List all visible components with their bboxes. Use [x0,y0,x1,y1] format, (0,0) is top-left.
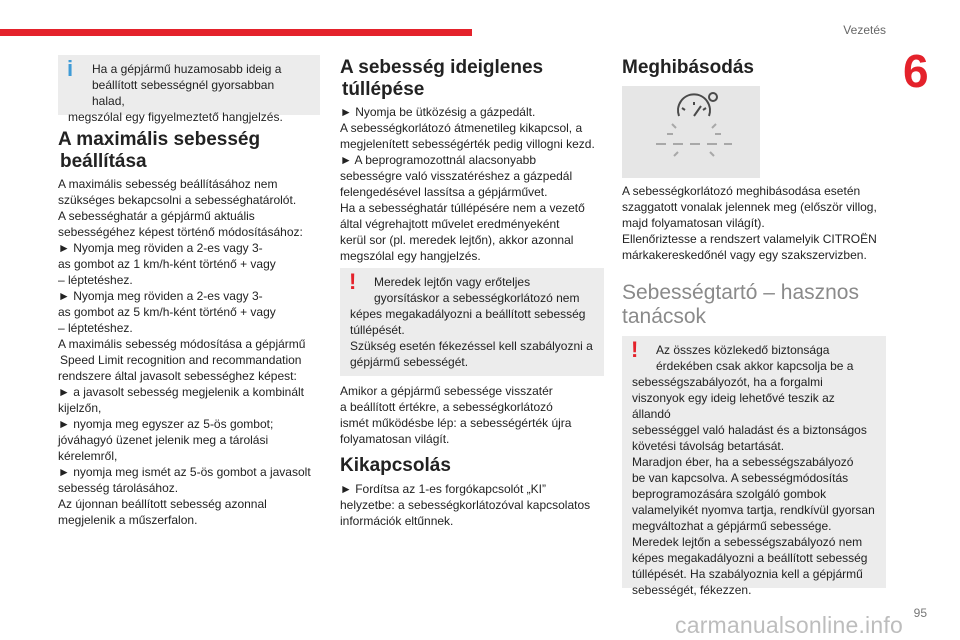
warning-line: sebességét, fékezzen. [632,583,752,597]
warning-line: túllépését. Ha szabályoznia kell a gépjármű [632,567,863,581]
warning-line: beprogramozására szolgáló gombok [632,487,827,501]
warning-box [622,336,886,597]
warning-line: Az összes közlekedő biztonsága [656,343,830,357]
section-heading-temporary-exceed: A sebesség ideiglenes túllépése [340,57,544,100]
chapter-number: 6 [903,45,929,97]
section-heading-switch-off: Kikapcsolás [340,455,451,476]
temporary-exceed-body: ► Nyomja be ütközésig a gázpedált. A sebességkorlátozó átmenetileg kikapcsol, a megjelenített sebességérték pedig villogni kezd. ► A beprogramozottnál alacsonyabb sebességre való visszatéréshez a gázpedál felengedésével lassítsa a gépjárművet. Ha a sebességhatár túllépésére nem a vezető által végrehajtott művelet eredményeként kerül sor (pl. meredek lejtőn), akkor azonnal megszólal egy hangjelzés. [340,105,595,263]
info-box [58,55,320,124]
warning-line: megváltozhat a gépjármű sebessége. [632,519,832,533]
page-number: 95 [913,606,927,620]
warning-line: gyorsításkor a sebességkorlátozó nem [374,291,580,305]
warning-line: sebességszabályozót, ha a forgalmi [632,375,823,389]
section-heading-cruise-tips: Sebességtartó – hasznos tanácsok [622,281,859,328]
warning-box [340,268,604,376]
switch-off-body: ► Fordítsa az 1-es forgókapcsolót „KI” helyzetbe: a sebességkorlátozóval kapcsolatos információk eltűnnek. [340,482,591,528]
warning-line: valamelyikét nyomva tartja, rendkívül gyorsan [632,503,875,517]
warning-line: Meredek lejtőn vagy erőteljes [374,275,531,289]
header-red-bar [0,29,472,36]
malfunction-icon-box [622,86,760,178]
info-line: Ha a gépjármű huzamosabb ideig a [92,62,282,76]
info-icon: i [67,56,74,81]
warning-line: túllépését. [350,323,405,337]
info-line: megszólal egy figyelmeztető hangjelzés. [68,110,283,124]
watermark: carmanualsonline.info [675,612,903,638]
warning-line: követési távolság betartását. [632,439,785,453]
warning-line: Szükség esetén fékezéssel kell szabályozni a [350,339,593,353]
warning-line: képes megakadályozni a beállított sebesség [350,307,586,321]
warning-line: gépjármű sebességét. [350,355,469,369]
warning-line: viszonyok egy ideig lehetővé teszik az állandó [632,391,835,421]
warning-icon: ! [631,337,639,362]
info-line: beállított sebességnél gyorsabban halad, [92,78,275,108]
section-title: Vezetés [843,23,886,37]
warning-line: sebességgel való haladást és a biztonságos [632,423,867,437]
warning-line: Maradjon éber, ha a sebességszabályozó [632,455,854,469]
malfunction-body: A sebességkorlátozó meghibásodása esetén szaggatott vonalak jelennek meg (először villog, majd folyamatosan világít). Ellenőriztesse a rendszert valamelyik CITROËN márkakereskedőnél vagy egy szakszervizben. [622,184,877,262]
resume-body: Amikor a gépjármű sebessége visszatér a beállított értékre, a sebességkorlátozó ismét működésbe lép: a sebességérték újra folyamatosan világít. [340,384,572,446]
max-speed-body: A maximális sebesség beállításához nem szükséges bekapcsolni a sebességhatárolót. A sebességhatár a gépjármű aktuális sebességéhez képest történő módosításához: ► Nyomja meg röviden a 2-es vagy 3- as gombot az 1 km/h-ként történő + vagy – léptetéshez. ► Nyomja meg röviden a 2-es vagy 3- as gombot az 5 km/h-ként történő + vagy – léptetéshez. A maximális sebesség módosítása a gépjármű Speed Limit recognition and recommandation rendszere által javasolt sebességhez képest: ► a javasolt sebesség megjelenik a kombinált kijelzőn, ► nyomja meg egyszer az 5-ös gombot; jóváhagyó üzenet jelenik meg a tárolási kérelemről, ► nyomja meg ismét az 5-ös gombot a javasolt sebesség tárolásához. Az újonnan beállított sebesség azonnal megjelenik a műszerfalon. [58,177,311,527]
warning-line: Meredek lejtőn a sebességszabályozó nem [632,535,863,549]
section-heading-max-speed: A maximális sebesség beállítása [58,129,261,172]
warning-icon: ! [349,269,357,294]
warning-line: be van kapcsolva. A sebességmódosítás [632,471,849,485]
section-heading-malfunction: Meghibásodás [622,57,754,78]
warning-line: képes megakadályozni a beállított sebesség [632,551,868,565]
warning-line: érdekében csak akkor kapcsolja be a [656,359,854,373]
speed-limiter-fault-icon [622,86,760,178]
